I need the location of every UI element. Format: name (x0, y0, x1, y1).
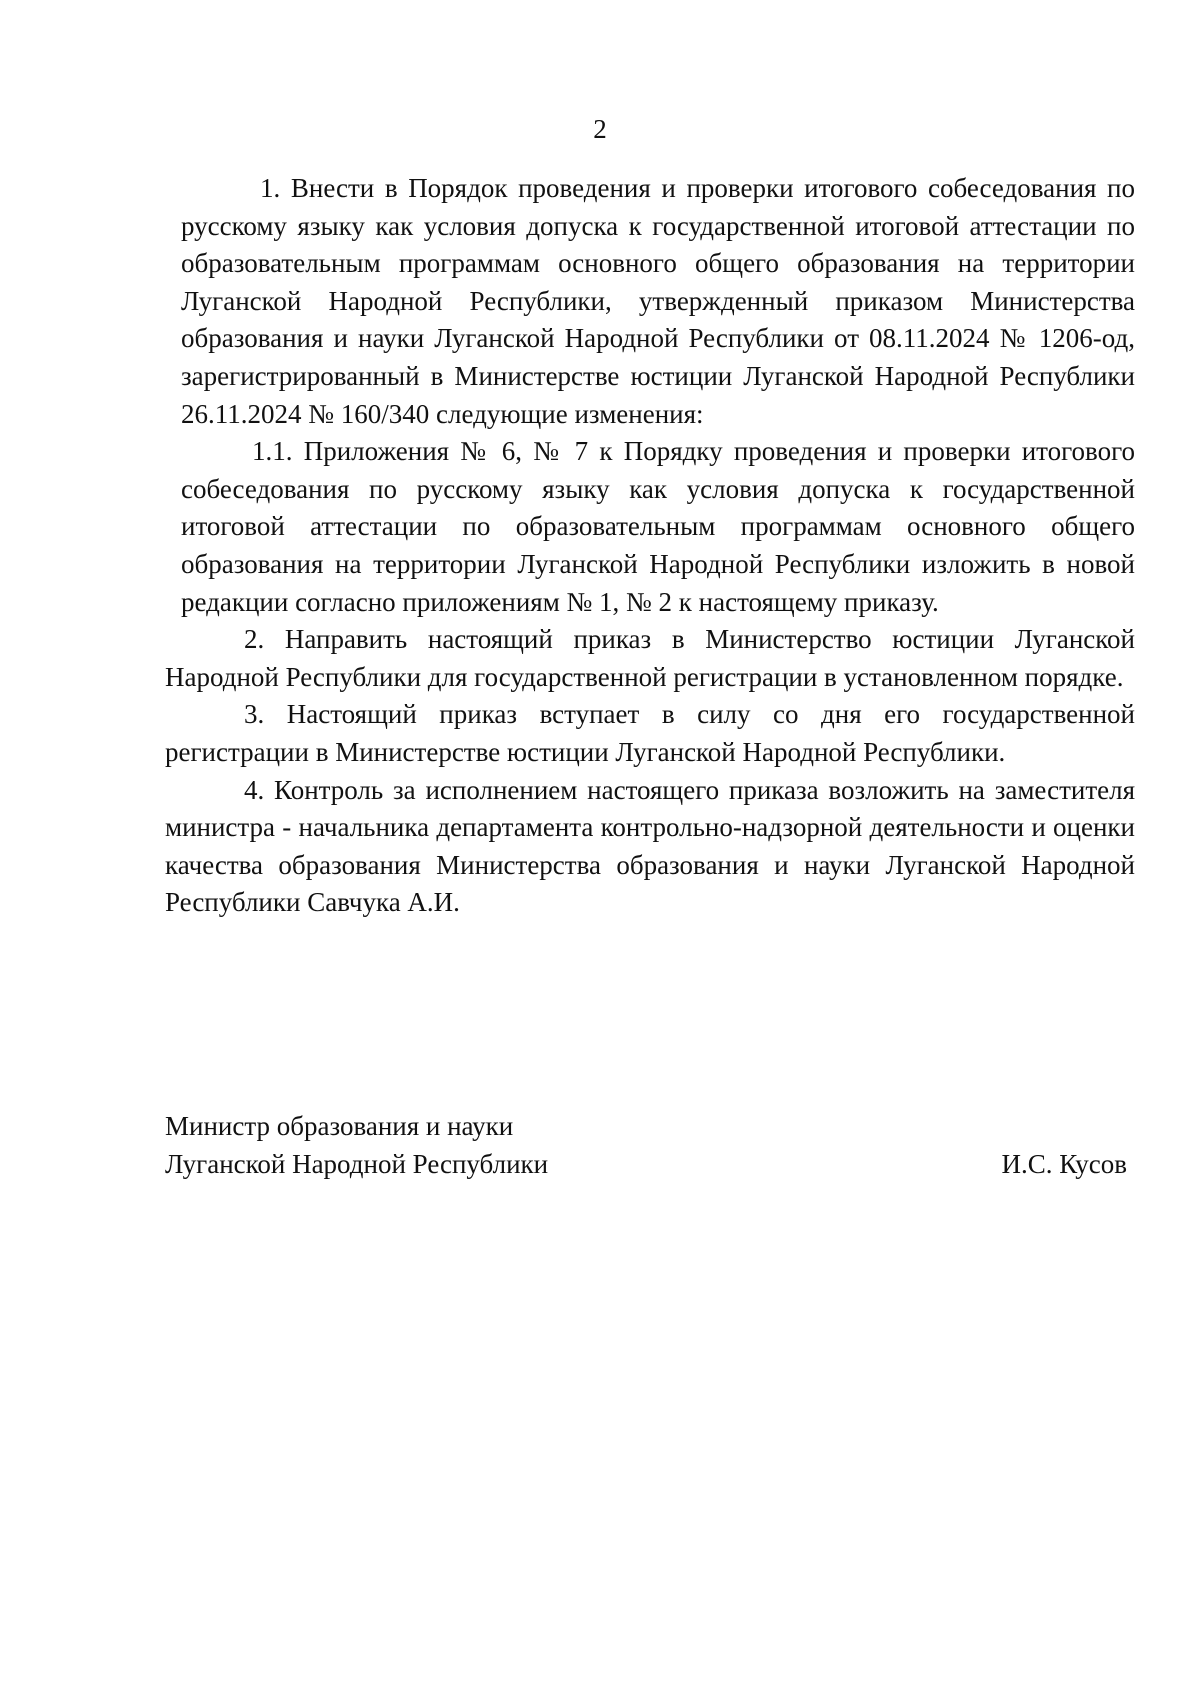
signature-block (165, 1107, 1127, 1183)
paragraph-1: 1. Внести в Порядок проведения и проверки итогового собеседования по русскому языку как условия допуска к государственной итоговой аттестации по образовательным программам основного общего образования на территории Луганской Народной Республики, утвержденный приказом Министерства образования и науки Луганской Народной Республики от 08.11.2024 № 1206-од, зарегистрированный в Министерстве юстиции Луганской Народной Республики 26.11.2024 № 160/340 следующие изменения: (181, 173, 1135, 429)
signature-row (165, 1145, 1127, 1183)
signatory-title-line-2: Луганской Народной Республики (165, 1149, 549, 1179)
document-body (165, 170, 1135, 922)
page-number: 2 (593, 114, 607, 144)
paragraph-4: 4. Контроль за исполнением настоящего приказа возложить на заместителя министра - начальника департамента контрольно-надзорной деятельности и оценки качества образования Министерства образования и науки Луганской Народной Республики Савчука А.И. (165, 774, 1135, 918)
paragraph-1-1: 1.1. Приложения № 6, № 7 к Порядку проведения и проверки итогового собеседования по русскому языку как условия допуска к государственной итоговой аттестации по образовательным программам основного общего образования на территории Луганской Народной Республики изложить в новой редакции согласно приложениям № 1, № 2 к настоящему приказу. (181, 436, 1135, 617)
signatory-title-line-1: Министр образования и науки (165, 1111, 514, 1141)
signatory-name: И.С. Кусов (1001, 1149, 1127, 1179)
paragraph-3: 3. Настоящий приказ вступает в силу со дня его государственной регистрации в Министерстве юстиции Луганской Народной Республики. (165, 699, 1135, 767)
paragraph-2: 2. Направить настоящий приказ в Министерство юстиции Луганской Народной Республики для государственной регистрации в установленном порядке. (165, 624, 1135, 692)
